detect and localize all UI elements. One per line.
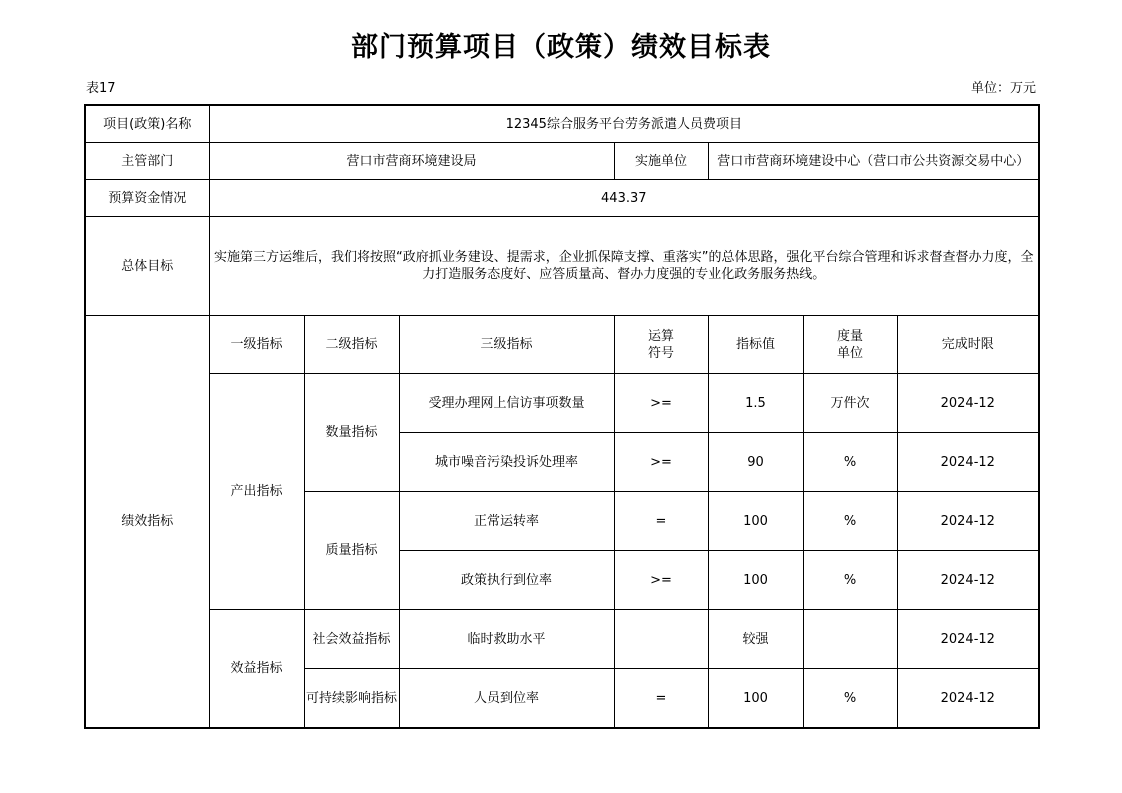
indicator-name: 受理办理网上信访事项数量 [399, 374, 614, 433]
performance-target-table [84, 104, 1040, 729]
indicator-operator [614, 610, 708, 669]
group-quantity: 数量指标 [304, 374, 399, 492]
header-level1: 一级指标 [209, 316, 304, 374]
implementing-unit-value: 营口市营商环境建设中心（营口市公共资源交易中心） [708, 143, 1039, 180]
indicator-operator: >= [614, 433, 708, 492]
indicator-value: 100 [708, 669, 803, 729]
performance-indicators-label: 绩效指标 [85, 316, 209, 729]
indicator-name: 政策执行到位率 [399, 551, 614, 610]
group-social: 社会效益指标 [304, 610, 399, 669]
indicator-deadline: 2024-12 [897, 551, 1039, 610]
header-target: 指标值 [708, 316, 803, 374]
header-operator [614, 316, 708, 374]
group-quality: 质量指标 [304, 492, 399, 610]
overall-goal-value: 实施第三方运维后，我们将按照“政府抓业务建设、提需求，企业抓保障支撑、重落实”的总体思路，强化平台综合管理和诉求督查督办力度，全力打造服务态度好、应答质量高、督办力度强的专业化政务服务热线。 [209, 217, 1039, 316]
header-deadline: 完成时限 [897, 316, 1039, 374]
indicator-unit: % [803, 669, 897, 729]
budget-row [85, 180, 1039, 217]
indicator-unit: % [803, 492, 897, 551]
indicator-name: 正常运转率 [399, 492, 614, 551]
indicator-value: 100 [708, 551, 803, 610]
indicator-value: 1.5 [708, 374, 803, 433]
department-row [85, 143, 1039, 180]
indicator-value: 100 [708, 492, 803, 551]
budget-label: 预算资金情况 [85, 180, 209, 217]
indicator-deadline: 2024-12 [897, 492, 1039, 551]
indicator-name: 临时救助水平 [399, 610, 614, 669]
indicator-name: 城市噪音污染投诉处理率 [399, 433, 614, 492]
group-benefit: 效益指标 [209, 610, 304, 729]
indicator-unit: 万件次 [803, 374, 897, 433]
group-sustainable: 可持续影响指标 [304, 669, 399, 729]
indicator-operator: = [614, 669, 708, 729]
header-level3: 三级指标 [399, 316, 614, 374]
indicator-operator: >= [614, 374, 708, 433]
header-operator-line2: 符号 [647, 345, 674, 361]
group-output: 产出指标 [209, 374, 304, 610]
indicator-operator: = [614, 492, 708, 551]
department-value: 营口市营商环境建设局 [209, 143, 614, 180]
department-label: 主管部门 [85, 143, 209, 180]
indicator-header-row [85, 316, 1039, 374]
header-level2: 二级指标 [304, 316, 399, 374]
table-row [85, 374, 1039, 433]
table-number: 表17 [86, 81, 116, 96]
header-unit [803, 316, 897, 374]
overall-goal-row [85, 217, 1039, 316]
indicator-name: 人员到位率 [399, 669, 614, 729]
indicator-deadline: 2024-12 [897, 669, 1039, 729]
indicator-unit: % [803, 551, 897, 610]
indicator-operator: >= [614, 551, 708, 610]
indicator-value: 90 [708, 433, 803, 492]
budget-value: 443.37 [209, 180, 1039, 217]
implementing-unit-label: 实施单位 [614, 143, 708, 180]
indicator-unit: % [803, 433, 897, 492]
header-unit-line1: 度量 [836, 328, 863, 344]
overall-goal-label: 总体目标 [85, 217, 209, 316]
indicator-deadline: 2024-12 [897, 374, 1039, 433]
indicator-unit [803, 610, 897, 669]
header-unit-line2: 单位 [836, 345, 863, 361]
indicator-value: 较强 [708, 610, 803, 669]
project-name-value: 12345综合服务平台劳务派遣人员费项目 [209, 105, 1039, 143]
unit-label: 单位：万元 [970, 81, 1036, 96]
table-row [85, 610, 1039, 669]
project-name-row [85, 105, 1039, 143]
indicator-deadline: 2024-12 [897, 610, 1039, 669]
page-title: 部门预算项目（政策）绩效目标表 [351, 32, 771, 63]
project-name-label: 项目(政策)名称 [85, 105, 209, 143]
indicator-deadline: 2024-12 [897, 433, 1039, 492]
header-operator-line1: 运算 [647, 328, 674, 344]
